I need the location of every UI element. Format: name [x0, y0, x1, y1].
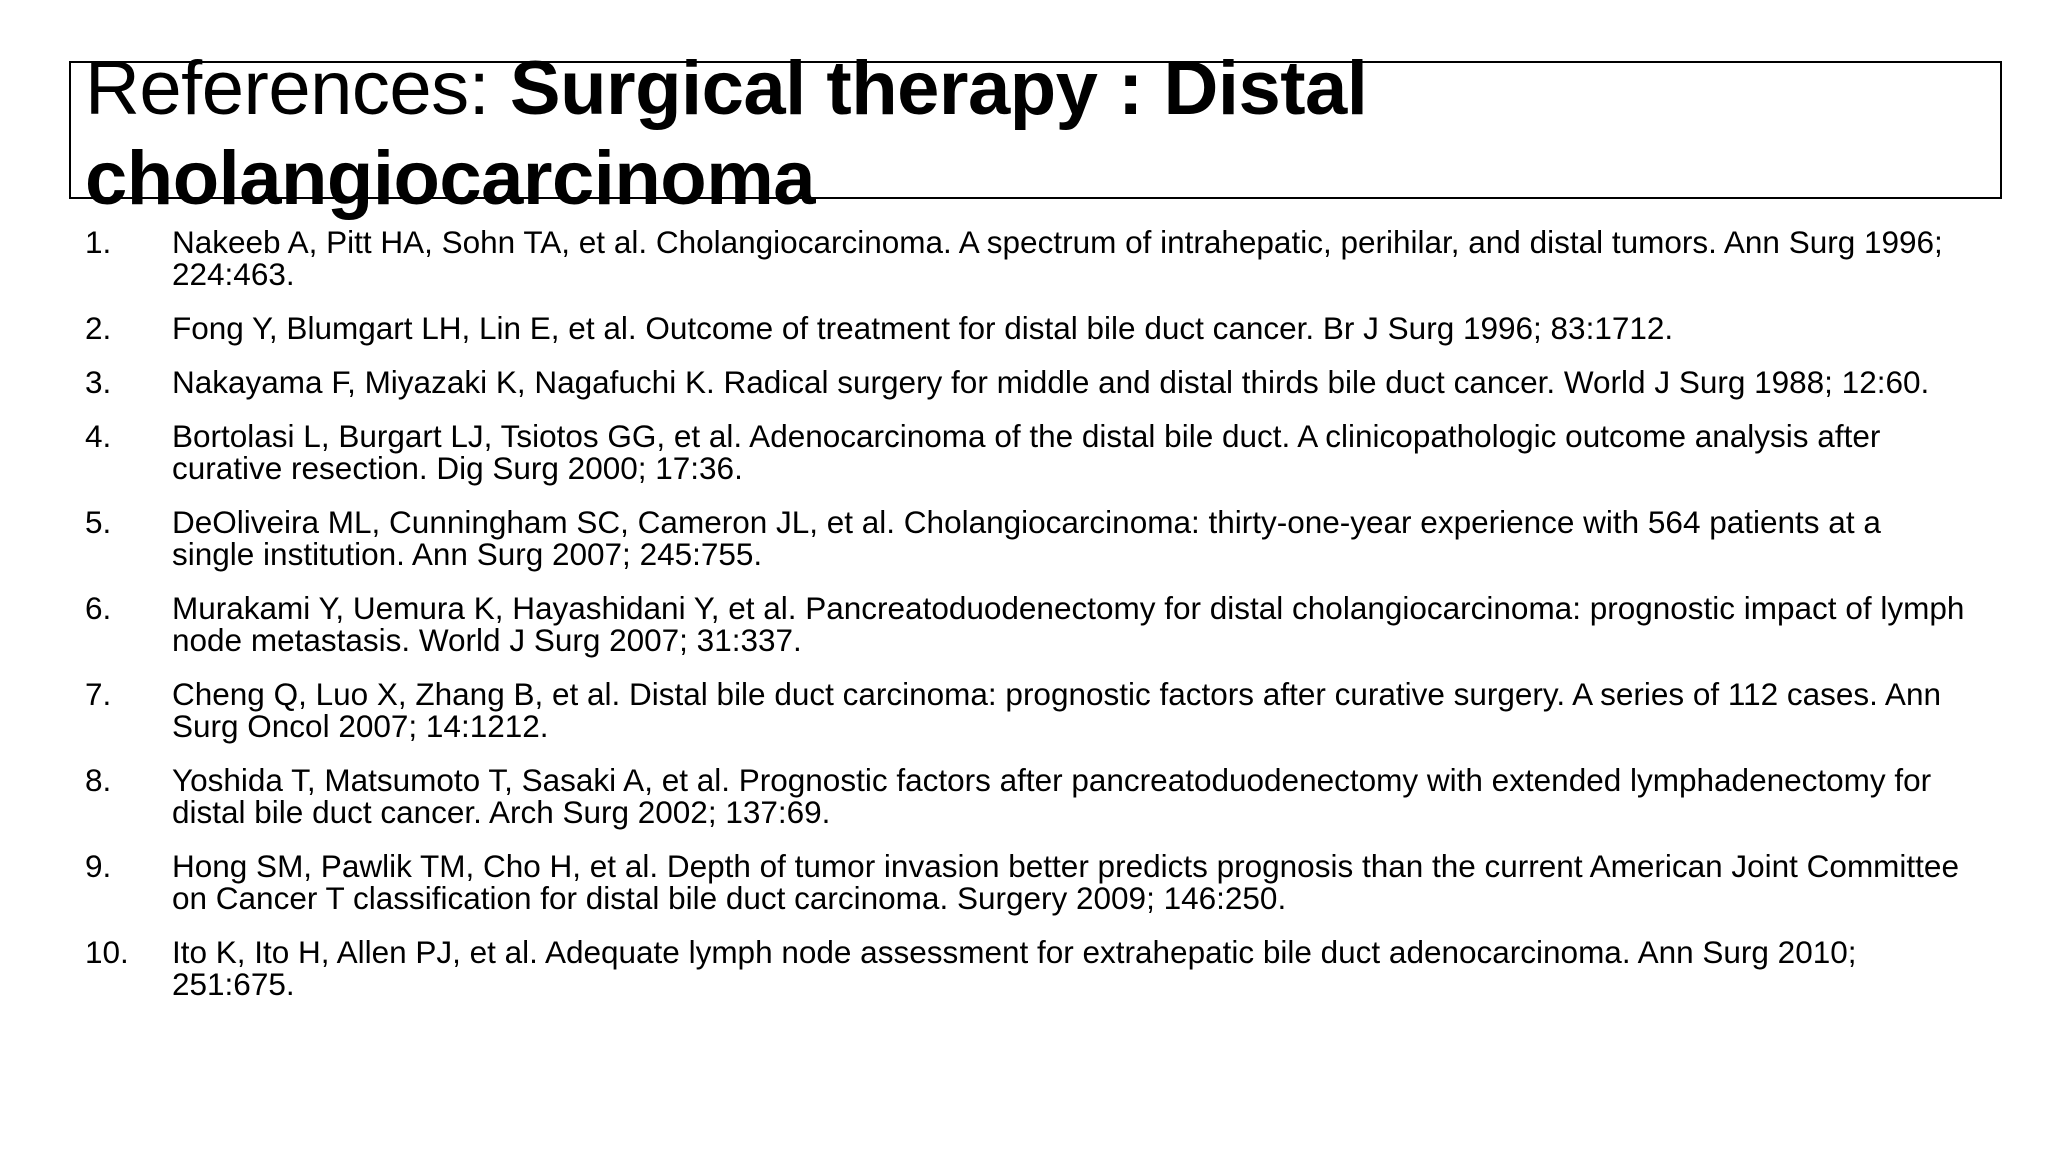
title-main: Surgical therapy : Distal cholangiocarcinoma — [85, 46, 1368, 221]
reference-text: Bortolasi L, Burgart LJ, Tsiotos GG, et al. Adenocarcinoma of the distal bile duct. A clinicopathologic outcome analysis after curative resection. Dig Surg 2000; 17:36. — [172, 418, 1881, 486]
reference-item — [85, 764, 1985, 828]
reference-item — [85, 592, 1985, 656]
reference-text: DeOliveira ML, Cunningham SC, Cameron JL, et al. Cholangiocarcinoma: thirty-one-year experience with 564 patients at a single institution. Ann Surg 2007; 245:755. — [172, 504, 1881, 572]
reference-list — [85, 226, 1985, 1022]
title-prefix: References: — [85, 46, 510, 131]
reference-item — [85, 226, 1985, 290]
reference-item — [85, 678, 1985, 742]
reference-number: 10. — [85, 934, 129, 970]
slide-title — [85, 44, 1985, 224]
reference-text: Ito K, Ito H, Allen PJ, et al. Adequate lymph node assessment for extrahepatic bile duct adenocarcinoma. Ann Surg 2010; 251:675. — [172, 934, 1857, 1002]
reference-item — [85, 936, 1985, 1000]
reference-number: 4. — [85, 418, 112, 454]
reference-number: 7. — [85, 676, 112, 712]
reference-number: 8. — [85, 762, 112, 798]
reference-item — [85, 850, 1985, 914]
reference-text: Cheng Q, Luo X, Zhang B, et al. Distal bile duct carcinoma: prognostic factors after curative surgery. A series of 112 cases. Ann Surg Oncol 2007; 14:1212. — [172, 676, 1941, 744]
reference-text: Fong Y, Blumgart LH, Lin E, et al. Outcome of treatment for distal bile duct cancer. Br J Surg 1996; 83:1712. — [172, 310, 1674, 346]
reference-text: Murakami Y, Uemura K, Hayashidani Y, et al. Pancreatoduodenectomy for distal cholangiocarcinoma: prognostic impact of lymph node metastasis. World J Surg 2007; 31:337. — [172, 590, 1965, 658]
reference-text: Hong SM, Pawlik TM, Cho H, et al. Depth of tumor invasion better predicts prognosis than the current American Joint Committee on Cancer T classification for distal bile duct carcinoma. Surgery 2009; 146:250. — [172, 848, 1959, 916]
reference-item — [85, 420, 1985, 484]
reference-text: Nakeeb A, Pitt HA, Sohn TA, et al. Cholangiocarcinoma. A spectrum of intrahepatic, perihilar, and distal tumors. Ann Surg 1996; 224:463. — [172, 224, 1943, 292]
reference-number: 1. — [85, 224, 112, 260]
reference-item — [85, 366, 1985, 398]
reference-item — [85, 506, 1985, 570]
reference-text: Nakayama F, Miyazaki K, Nagafuchi K. Radical surgery for middle and distal thirds bile duct cancer. World J Surg 1988; 12:60. — [172, 364, 1930, 400]
reference-number: 2. — [85, 310, 112, 346]
reference-number: 9. — [85, 848, 112, 884]
reference-item — [85, 312, 1985, 344]
reference-number: 3. — [85, 364, 112, 400]
reference-number: 6. — [85, 590, 112, 626]
reference-number: 5. — [85, 504, 112, 540]
reference-text: Yoshida T, Matsumoto T, Sasaki A, et al. Prognostic factors after pancreatoduodenectomy with extended lymphadenectomy for distal bile duct cancer. Arch Surg 2002; 137:69. — [172, 762, 1932, 830]
